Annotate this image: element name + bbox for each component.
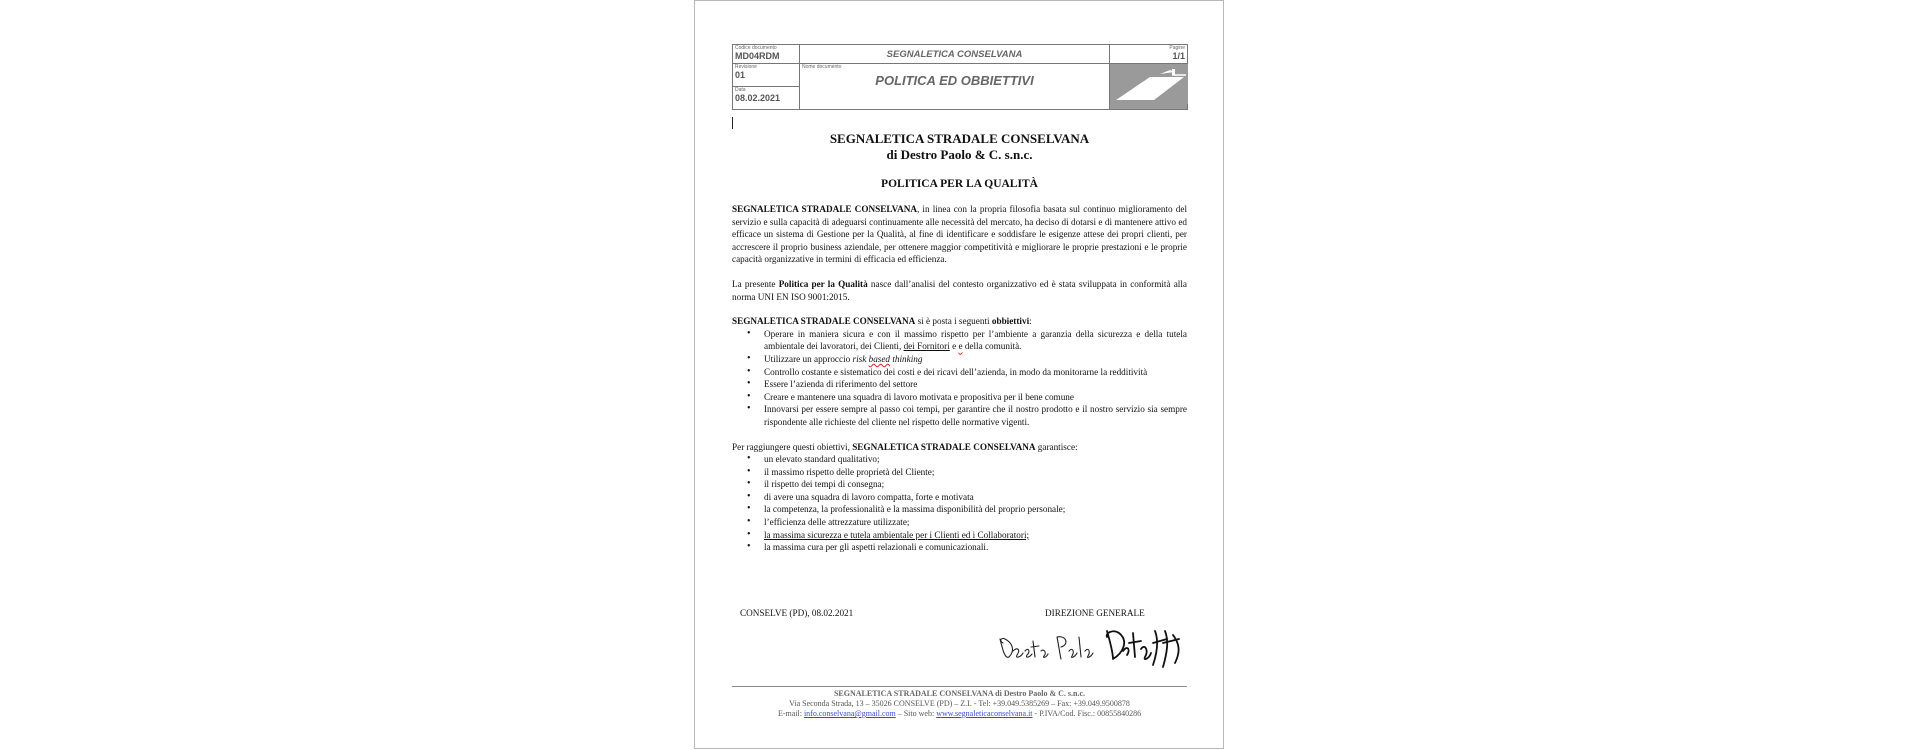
footer-company: SEGNALETICA STRADALE CONSELVANA di Destro Paolo & C. s.n.c. bbox=[833, 689, 1085, 698]
nome-cell bbox=[800, 64, 1110, 110]
footer-web-label: – Sito web: bbox=[895, 709, 937, 718]
revisione-cell bbox=[733, 64, 800, 87]
revisione-value: 01 bbox=[735, 70, 746, 80]
objectives-colon: : bbox=[1029, 316, 1032, 327]
nome-caption: Nome documento bbox=[802, 64, 842, 70]
website-link[interactable]: www.segnaleticaconselvana.it bbox=[936, 709, 1033, 718]
place-date: CONSELVE (PD), 08.02.2021 bbox=[740, 608, 854, 618]
obj2-risk: risk bbox=[852, 353, 869, 364]
signer-role: DIREZIONE GENERALE bbox=[1045, 608, 1145, 618]
document-name: POLITICA ED OBBIETTIVI bbox=[875, 73, 1034, 88]
footer-email-label: E-mail: bbox=[777, 709, 804, 718]
title-line-1: SEGNALETICA STRADALE CONSELVANA bbox=[829, 131, 1090, 146]
g7-text: la massima sicurezza e tutela ambientale per i Clienti ed i Collaboratori; bbox=[764, 529, 1030, 540]
list-item: • Innovarsi per essere sempre al passo coi tempi, per garantire che il nostro prodotto e il nostro servizio sia sempre rispondente alle richieste del cliente nel rispetto delle normative vigenti. bbox=[764, 403, 1187, 428]
policy-text-pre: La presente bbox=[732, 278, 779, 289]
data-value: 08.02.2021 bbox=[735, 93, 781, 103]
obj2-text: Utilizzare un approccio bbox=[764, 353, 853, 364]
obj2-thinking: thinking bbox=[890, 353, 923, 364]
document-body bbox=[732, 131, 1187, 566]
pagine-caption: Pagine bbox=[1169, 45, 1185, 51]
document-footer bbox=[732, 686, 1187, 719]
policy-paragraph bbox=[732, 278, 1187, 303]
company-title: SEGNALETICA CONSELVANA bbox=[886, 48, 1023, 60]
list-item: • la massima cura per gli aspetti relazionali e comunicazionali. bbox=[764, 541, 1187, 554]
quality-policy-heading: POLITICA PER LA QUALITÀ bbox=[881, 178, 1038, 190]
obj1-text: Operare in maniera sicura e con il massimo rispetto per l’ambiente a garanzia della sicurezza e della tutela ambientale dei lavoratori, dei Clienti, bbox=[764, 328, 1187, 352]
pagine-cell bbox=[1110, 45, 1188, 64]
list-item: • un elevato standard qualitativo; bbox=[764, 453, 1187, 466]
company-name: SEGNALETICA STRADALE CONSELVANA bbox=[852, 441, 1036, 452]
document-title bbox=[732, 131, 1187, 163]
list-item: • la competenza, la professionalità e la massima disponibilità del proprio personale; bbox=[764, 503, 1187, 516]
guarantees-list bbox=[732, 453, 1187, 554]
revisione-caption: Revisione bbox=[735, 64, 757, 70]
list-item: • Creare e mantenere una squadra di lavoro motivata e propositiva per il bene comune bbox=[764, 391, 1187, 404]
company-name: SEGNALETICA STRADALE CONSELVANA bbox=[732, 316, 916, 327]
pagine-value: 1/1 bbox=[1172, 51, 1185, 61]
footer-vat: - P.IVA/Cod. Fisc.: 00855840286 bbox=[1032, 709, 1142, 718]
list-item bbox=[764, 529, 1187, 542]
road-sign-logo bbox=[1110, 64, 1188, 104]
obj1-underlined: dei Fornitori bbox=[903, 341, 950, 352]
list-item: • il massimo rispetto delle proprietà del Cliente; bbox=[764, 466, 1187, 479]
list-item: • Essere l’azienda di riferimento del settore bbox=[764, 378, 1187, 391]
objectives-list bbox=[732, 328, 1187, 429]
intro-text: , in linea con la propria filosofia basata sul continuo miglioramento del servizio e sulla capacità di adeguarsi continuamente alle necessità del mercato, ha deciso di dotarsi e di mantenere attivo ed efficace un sistema di Gestione per la Qualità, al fine di identificare e soddisfare le esigenze attese dei propri clienti, per accrescere il proprio business aziendale, per ottenere maggior competitività e migliorare le proprie prestazioni e le proprie capacità organizzative in termini di efficacia ed efficienza. bbox=[732, 204, 1187, 265]
list-item bbox=[764, 353, 1187, 366]
company-logo bbox=[1110, 64, 1188, 110]
company-title-cell bbox=[800, 45, 1110, 64]
guarantees-intro-pre: Per raggiungere questi obiettivi, bbox=[732, 441, 853, 452]
objectives-label: obbiettivi bbox=[991, 316, 1030, 327]
data-cell bbox=[733, 87, 800, 110]
objectives-intro bbox=[732, 315, 1187, 328]
list-item: • Controllo costante e sistematico dei costi e dei ricavi dell’azienda, in modo da monitorarne la redditività bbox=[764, 366, 1187, 379]
text-cursor bbox=[732, 117, 733, 129]
email-link[interactable]: info.conselvana@gmail.com bbox=[803, 709, 896, 718]
handwritten-signature bbox=[995, 621, 1185, 671]
obj1-and: e bbox=[949, 341, 959, 352]
title-line-2: di Destro Paolo & C. s.n.c. bbox=[886, 147, 1033, 162]
obj2-based: based bbox=[868, 353, 891, 364]
data-caption: Data bbox=[735, 87, 746, 93]
footer-contacts bbox=[732, 709, 1187, 719]
list-item: • di avere una squadra di lavoro compatta, forte e motivata bbox=[764, 491, 1187, 504]
codice-caption: Codice documento bbox=[735, 45, 777, 51]
list-item bbox=[764, 328, 1187, 353]
footer-address: Via Seconda Strada, 13 – 35026 CONSELVE (PD) – Z.I. - Tel: +39.049.5385269 – Fax: +39.049.9500878 bbox=[789, 699, 1130, 708]
document-header bbox=[732, 44, 1188, 110]
codice-cell bbox=[733, 45, 800, 64]
guarantees-intro bbox=[732, 441, 1187, 454]
codice-value: MD04RDM bbox=[735, 51, 780, 61]
list-item: • l’efficienza delle attrezzature utilizzate; bbox=[764, 516, 1187, 529]
guarantees-intro-post: garantisce: bbox=[1035, 441, 1078, 452]
obj1-end: della comunità. bbox=[962, 341, 1022, 352]
intro-paragraph bbox=[732, 203, 1187, 266]
company-name: SEGNALETICA STRADALE CONSELVANA bbox=[732, 204, 917, 214]
obj1-misspelled: e bbox=[958, 341, 963, 352]
policy-text-post: nasce dall’analisi del contesto organizzativo ed è stata sviluppata in conformità alla norma UNI EN ISO 9001:2015. bbox=[732, 278, 1187, 302]
policy-name: Politica per la Qualità bbox=[778, 278, 868, 289]
document-page bbox=[694, 0, 1224, 749]
list-item: • il rispetto dei tempi di consegna; bbox=[764, 478, 1187, 491]
objectives-intro-text: si è posta i seguenti bbox=[915, 316, 992, 327]
